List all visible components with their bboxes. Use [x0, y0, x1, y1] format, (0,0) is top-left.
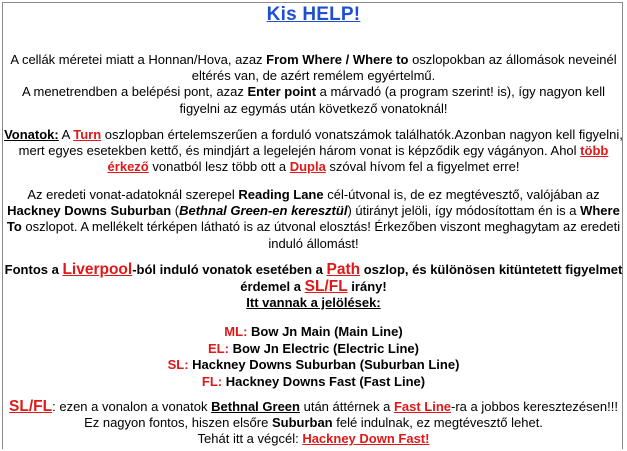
- route-paragraph: Az eredeti vonat-adatoknál szerepel Reading Lane cél-útvonal is, de ez megtévesztő, valójában az Hackney Downs Suburban (Bethnal Green-en keresztül) útirányt jelöli, így módosítottam én is a Where To oszlopot. A mellékelt térképen látható is az útvonal elosztás! Érkezőben viszont meghagytam az eredeti induló állomást!: [6, 187, 621, 251]
- important-paragraph: Fontos a Liverpool-ból induló vonatok esetében a Path oszlop, és különösen kitüntetett figyelmet érdemel a SL/FL irány! Itt vannak a jelölések:: [4, 261, 623, 310]
- trains-paragraph: Vonatok: A Turn oszlopban értelemszerűen a forduló vonatszámok találhatók.Azonban nagyon kell figyelni, mert egyes esetekben kettő, és mindjárt a legelején három vonat is képződik egy vágányon. Ahol több érkező vonatból lesz több ott a Dupla szóval hívom fel a figyelmet erre!: [4, 127, 623, 175]
- legend-item-el: EL: Bow Jn Electric (Electric Line): [208, 340, 419, 356]
- legend-item-ml: ML: Bow Jn Main (Main Line): [224, 324, 403, 339]
- intro-paragraph: A cellák méretei miatt a Honnan/Hova, azaz From Where / Where to oszlopokban az állomások neveinél eltérés van, de azért remélem egyértelmű. A menetrendben a belépési pont, azaz Enter point a márvadó (a program szerint! is), így nagyon kell figyelni az egymás után következő vonatoknál!: [10, 52, 617, 116]
- slfl-paragraph: SL/FL: ezen a vonalon a vonatok Bethnal Green után áttérnek a Fast Line-ra a jobbos keresztezésen!!! Ez nagyon fontos, hiszen elsőre Suburban felé indulnak, ez megtévesztő lehet. Tehát itt a végcél: Hackney Down Fast!: [9, 398, 618, 447]
- legend-item-sl: SL: Hackney Downs Suburban (Suburban Line): [167, 357, 460, 372]
- legend-item-fl: FL: Hackney Downs Fast (Fast Line): [201, 373, 426, 389]
- legend-list: [4, 324, 623, 390]
- page-title: Kis HELP!: [266, 4, 361, 25]
- legend-heading: Itt vannak a jelölések:: [246, 295, 381, 310]
